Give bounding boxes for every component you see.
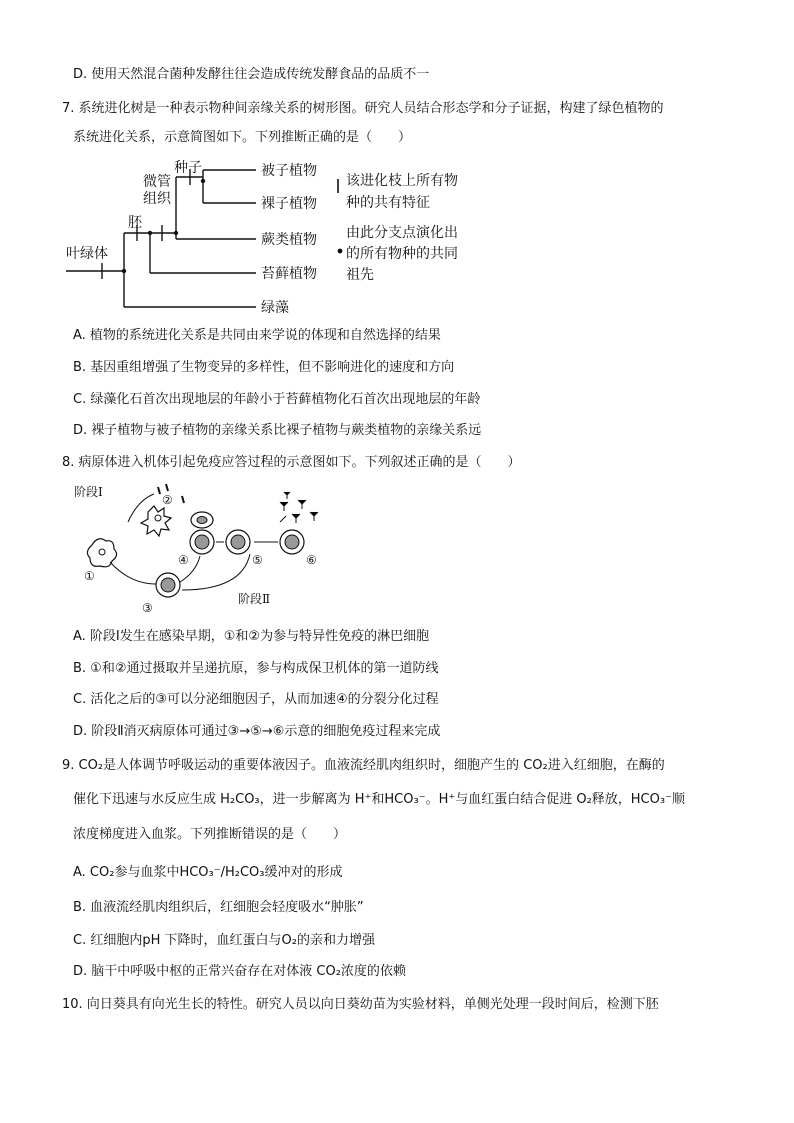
tree-vascular-label-1: 微管 [143, 174, 171, 190]
q8-option-d: D. 阶段Ⅱ消灭病原体可通过③→⑤→⑥示意的细胞免疫过程来完成 [73, 724, 441, 739]
taxon-moss: 苔藓植物 [261, 266, 317, 282]
stage-1-label: 阶段Ⅰ [74, 485, 103, 499]
taxon-angiosperm: 被子植物 [261, 163, 317, 179]
tree-embryo-label: 胚 [128, 215, 142, 231]
legend-dot-text-1: 由此分支点演化出 [346, 225, 458, 241]
label-1: ① [84, 569, 95, 583]
q7-stem-line-1: 7. 系统进化树是一种表示物种间亲缘关系的树形图。研究人员结合形态学和分子证据，构建了绿色植物的 [62, 101, 664, 116]
q6-option-d: D. 使用天然混合菌种发酵往往会造成传统发酵食品的品质不一 [73, 67, 430, 82]
q9-stem-line-2: 催化下迅速与水反应生成 H₂CO₃，进一步解离为 H⁺和HCO₃⁻。H⁺与血红蛋白结合促进 O₂释放，HCO₃⁻顺 [73, 792, 685, 807]
q8-option-b: B. ①和②通过摄取并呈递抗原，参与构成保卫机体的第一道防线 [73, 661, 439, 676]
taxon-green-algae: 绿藻 [261, 300, 289, 316]
legend-bar-text-2: 种的共有特征 [346, 195, 430, 211]
q9-stem-line-3: 浓度梯度进入血浆。下列推断错误的是（ ） [73, 827, 347, 842]
q9-stem-line-1: 9. CO₂是人体调节呼吸运动的重要体液因子。血液流经肌肉组织时，细胞产生的 CO₂进入红细胞，在酶的 [62, 758, 665, 773]
q7-option-c: C. 绿藻化石首次出现地层的年龄小于苔藓植物化石首次出现地层的年龄 [73, 392, 481, 407]
taxon-gymnosperm: 裸子植物 [261, 196, 317, 212]
label-6: ⑥ [306, 553, 317, 567]
taxon-fern: 蕨类植物 [261, 232, 317, 248]
q8-option-a: A. 阶段Ⅰ发生在感染早期，①和②为参与特异性免疫的淋巴细胞 [73, 629, 430, 644]
legend-bar-text-1: 该进化枝上所有物 [346, 173, 458, 189]
q9-option-b: B. 血液流经肌肉组织后，红细胞会轻度吸水“肿胀” [73, 900, 364, 915]
legend-dot-text-3: 祖先 [346, 267, 374, 283]
q9-option-a: A. CO₂参与血浆中HCO₃⁻/H₂CO₃缓冲对的形成 [73, 865, 343, 880]
q8-stem: 8. 病原体进入机体引起免疫应答过程的示意图如下。下列叙述正确的是（ ） [62, 455, 521, 470]
label-2: ② [162, 493, 173, 507]
tree-root-label: 叶绿体 [66, 246, 108, 262]
q10-stem-line-1: 10. 向日葵具有向光生长的特性。研究人员以向日葵幼苗为实验材料，单侧光处理一段时间后，检测下胚 [62, 997, 659, 1012]
stage-2-label: 阶段Ⅱ [238, 592, 271, 606]
tree-vascular-label-2: 组织 [143, 191, 171, 207]
tree-seed-label: 种子 [174, 160, 202, 176]
q7-option-b: B. 基因重组增强了生物变异的多样性，但不影响进化的速度和方向 [73, 360, 455, 375]
q7-option-d: D. 裸子植物与被子植物的亲缘关系比裸子植物与蕨类植物的亲缘关系远 [73, 423, 482, 438]
label-3: ③ [142, 601, 153, 615]
label-4: ④ [178, 553, 189, 567]
immune-response-diagram [70, 482, 340, 617]
q9-option-c: C. 红细胞内pH 下降时，血红蛋白与O₂的亲和力增强 [73, 933, 375, 948]
q7-option-a: A. 植物的系统进化关系是共同由来学说的体现和自然选择的结果 [73, 328, 441, 343]
cell-2-icon [141, 506, 171, 536]
legend-dot-text-2: 的所有物种的共同 [346, 246, 458, 262]
phylogenetic-tree-diagram [66, 155, 486, 317]
label-5: ⑤ [252, 553, 263, 567]
q8-option-c: C. 活化之后的③可以分泌细胞因子，从而加速④的分裂分化过程 [73, 692, 439, 707]
q7-stem-line-2: 系统进化关系，示意简图如下。下列推断正确的是（ ） [73, 130, 412, 145]
q9-option-d: D. 脑干中呼吸中枢的正常兴奋存在对体液 CO₂浓度的依赖 [73, 964, 406, 979]
